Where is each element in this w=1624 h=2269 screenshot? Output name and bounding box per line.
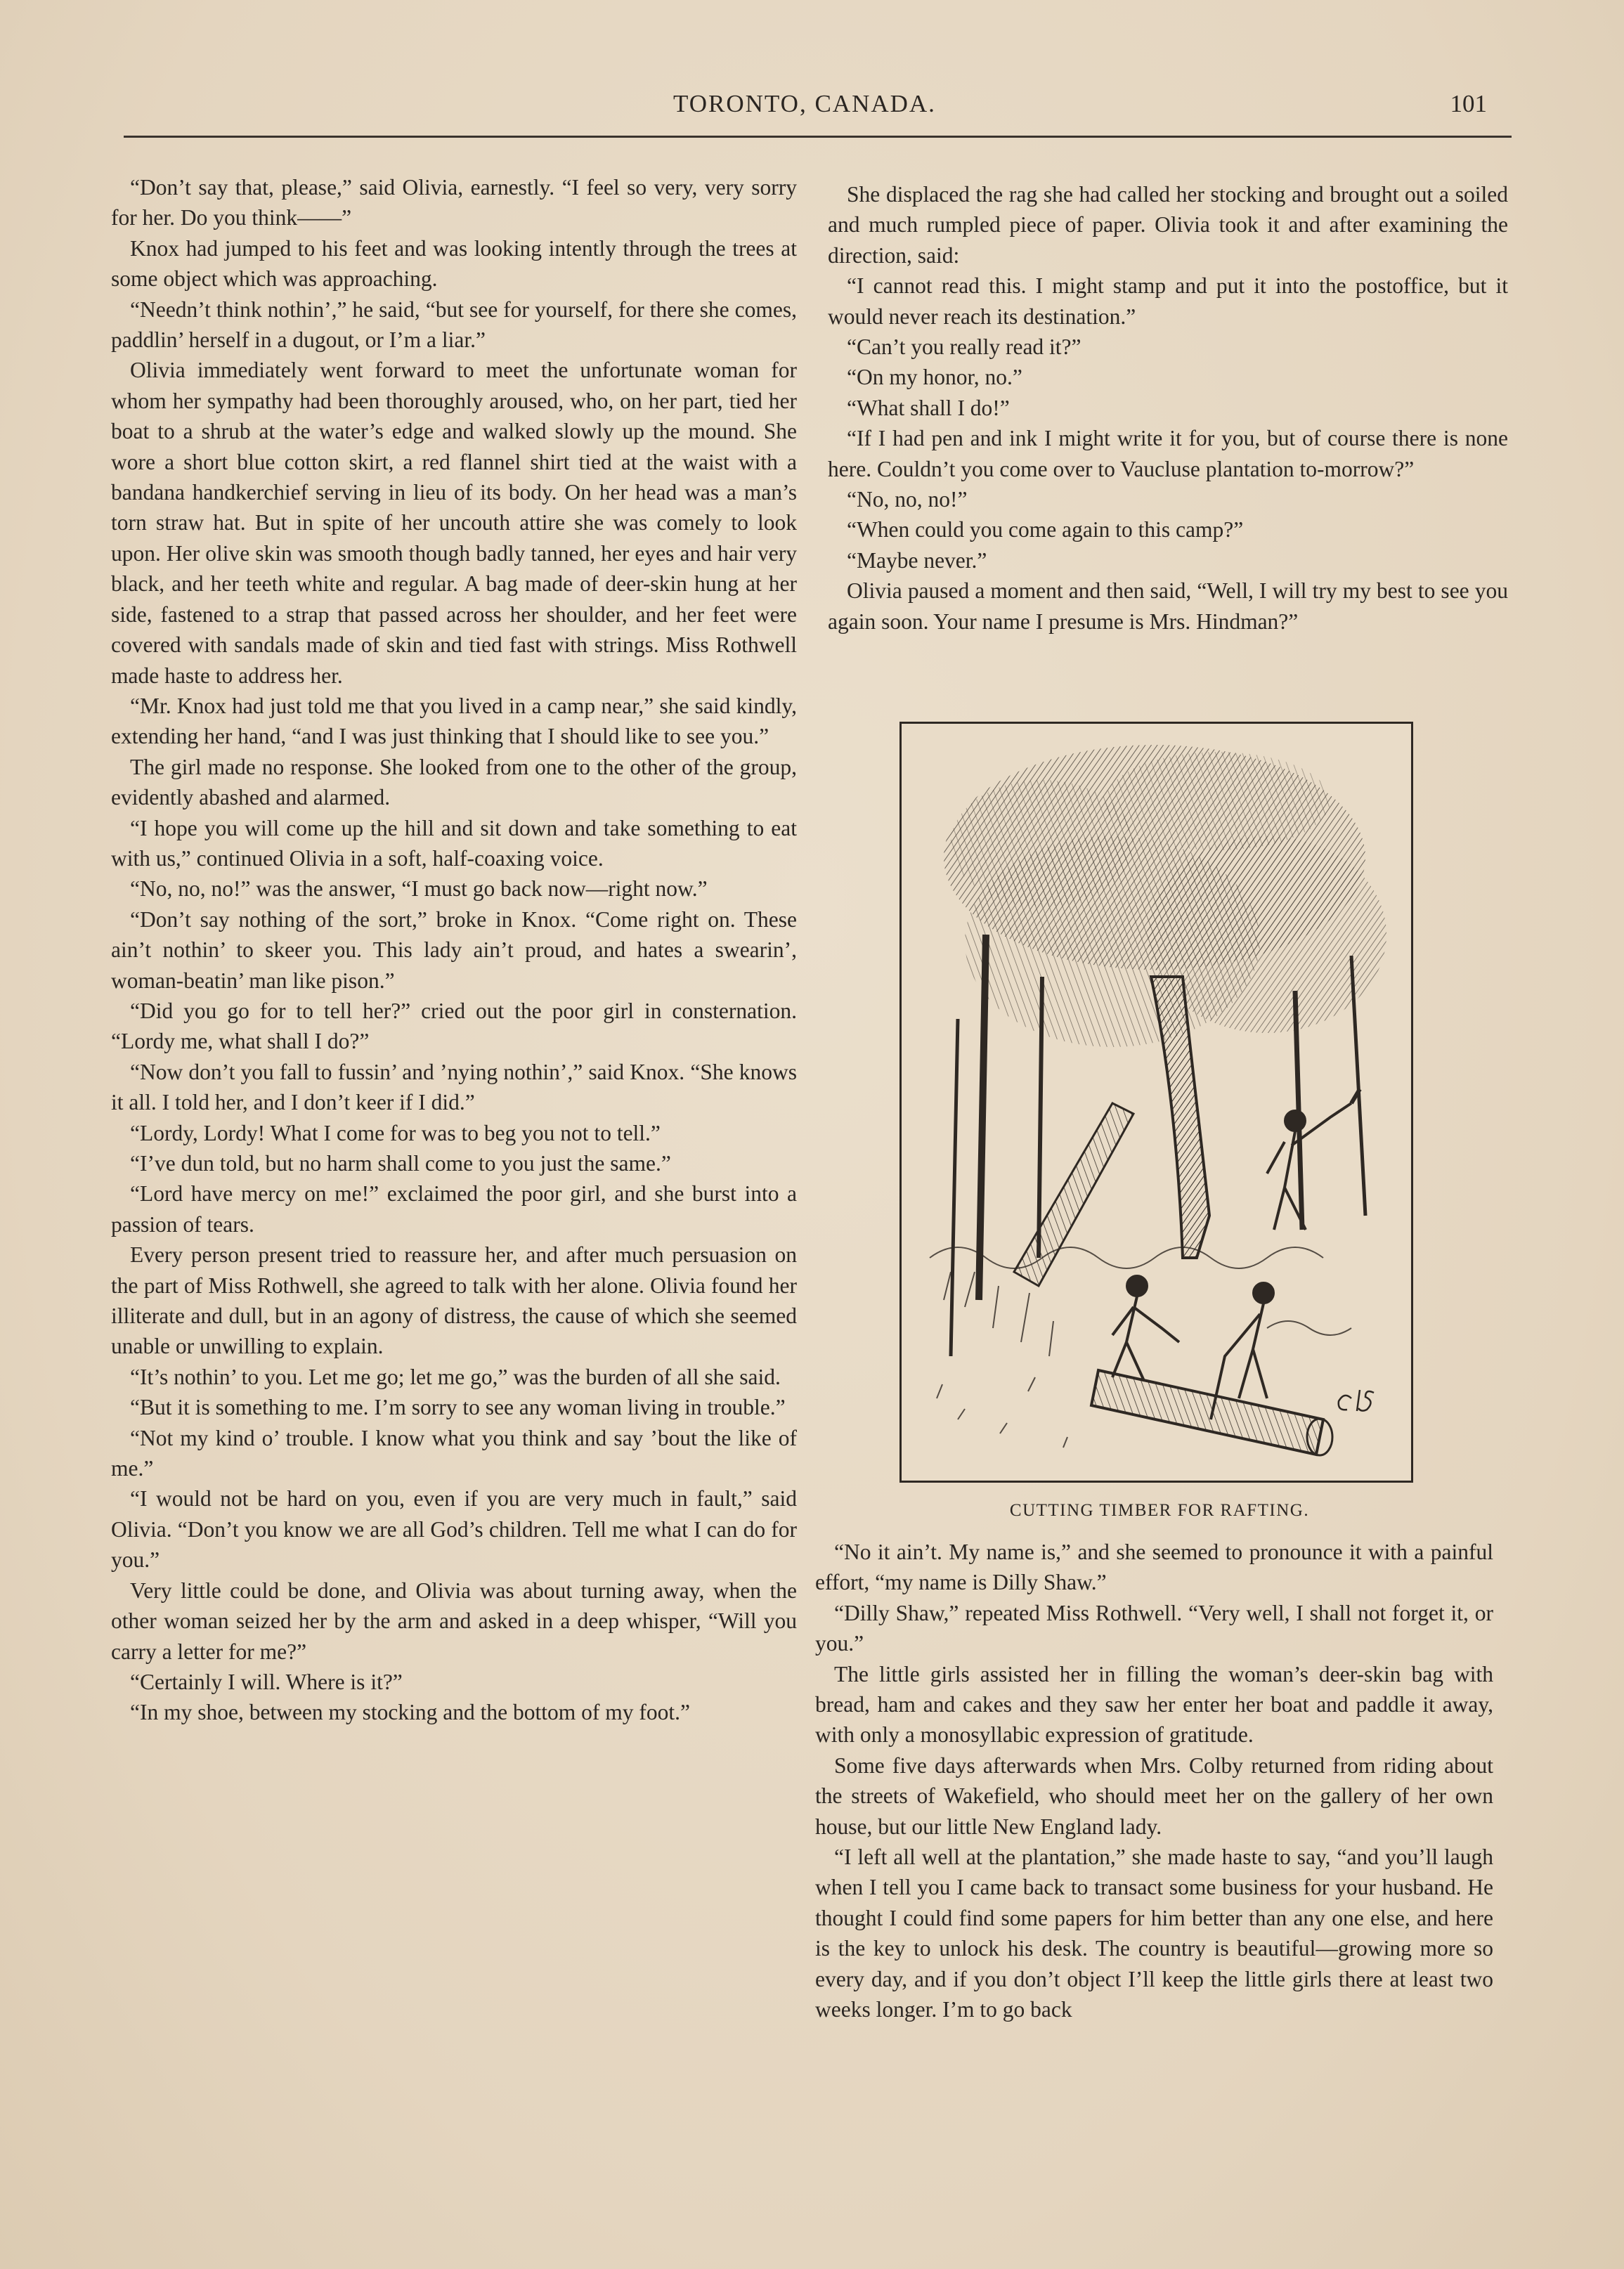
paragraph: “I would not be hard on you, even if you are very much in fault,” said Olivia. “Don’t you know we are all God’s children. Tell me what I can do for you.” xyxy=(111,1486,797,1573)
header-title: TORONTO, CANADA. xyxy=(673,90,936,117)
paragraph: “But it is something to me. I’m sorry to see any woman living in trouble.” xyxy=(130,1395,786,1420)
falling-log xyxy=(1014,1103,1133,1286)
paragraph: “Lord have mercy on me!” exclaimed the poor girl, and she burst into a passion of tears. xyxy=(111,1181,797,1237)
paragraph: “In my shoe, between my stocking and the bottom of my foot.” xyxy=(130,1700,690,1725)
paragraph: The girl made no response. She looked from one to the other of the group, evidently abashed and alarmed. xyxy=(111,754,797,810)
woodsman-figure-left xyxy=(1112,1276,1179,1381)
paragraph: “I cannot read this. I might stamp and put it into the postoffice, but it would never reach its destination.” xyxy=(828,273,1508,329)
paragraph: Some five days afterwards when Mrs. Colby returned from riding about the streets of Wakefield, who should meet her on the gallery of her own house, but our little New England lady. xyxy=(815,1753,1493,1839)
paragraph: Very little could be done, and Olivia was about turning away, when the other woman seized her by the arm and asked in a deep whisper, “Will you carry a letter for me?” xyxy=(111,1578,797,1664)
paragraph: “Not my kind o’ trouble. I know what you think and say ’bout the like of me.” xyxy=(111,1425,797,1481)
paragraph: “When could you come again to this camp?” xyxy=(847,517,1244,542)
paragraph: “Did you go for to tell her?” cried out the poor girl in consternation. “Lordy me, what shall I do?” xyxy=(111,998,797,1054)
right-column-bottom xyxy=(815,1537,1493,2025)
paragraph: “I’ve dun told, but no harm shall come to you just the same.” xyxy=(130,1151,671,1176)
wood-chips xyxy=(937,1377,1067,1448)
paragraph: “Dilly Shaw,” repeated Miss Rothwell. “Very well, I shall not forget it, or you.” xyxy=(815,1600,1493,1656)
left-column xyxy=(111,172,797,1728)
lumberjacks-engraving xyxy=(902,724,1411,1481)
paragraph: “It’s nothin’ to you. Let me go; let me go,” was the burden of all she said. xyxy=(130,1364,781,1389)
paragraph: Every person present tried to reassure her, and after much persuasion on the part of Miss Rothwell, she agreed to talk with her alone. Olivia found her illiterate and dull, but in an agony of distress, the cause of which she seemed unable or unwilling to explain. xyxy=(111,1242,797,1359)
right-column-top xyxy=(828,179,1508,637)
paragraph: “Don’t say that, please,” said Olivia, earnestly. “I feel so very, very sorry for her. Do you think——” xyxy=(111,175,797,230)
woodsman-figure-right xyxy=(1267,1089,1360,1230)
paragraph: “On my honor, no.” xyxy=(847,365,1022,390)
foreground-log xyxy=(1091,1370,1332,1455)
header-rule xyxy=(124,136,1512,138)
paragraph: “I left all well at the plantation,” she made haste to say, “and you’ll laugh when I tell you I came back to transact some business for your husband. He thought I could find some papers for him better than any one else, and here is the key to unlock his desk. The country is beautiful—growing more so every day, and if you don’t object I’ll keep the little girls there at least two weeks longer. I’m to go back xyxy=(815,1845,1493,2022)
paragraph: “Don’t say nothing of the sort,” broke in Knox. “Come right on. These ain’t nothin’ to skeer you. This lady ain’t proud, and hates a swearin’, woman-beatin’ man like pison.” xyxy=(111,906,797,993)
paragraph: The little girls assisted her in filling the woman’s deer-skin bag with bread, ham and cakes and they saw her enter her boat and paddle it away, with only a monosyllabic expression of gratitude. xyxy=(815,1661,1493,1748)
page-number: 101 xyxy=(1450,90,1487,117)
paragraph: “Certainly I will. Where is it?” xyxy=(130,1669,403,1694)
artist-signature xyxy=(1339,1390,1374,1411)
paragraph: “What shall I do!” xyxy=(847,395,1010,420)
paragraph: “No it ain’t. My name is,” and she seemed to pronounce it with a painful effort, “my name is Dilly Shaw.” xyxy=(815,1540,1493,1595)
paragraph: “Now don’t you fall to fussin’ and ’nying nothin’,” said Knox. “She knows it all. I told her, and I don’t keer if I did.” xyxy=(111,1059,797,1115)
paragraph: “I hope you will come up the hill and sit down and take something to eat with us,” continued Olivia in a soft, half-coaxing voice. xyxy=(111,815,797,871)
paragraph: She displaced the rag she had called her stocking and brought out a soiled and much rumpled piece of paper. Olivia took it and after examining the direction, said: xyxy=(828,182,1508,268)
paragraph: Olivia paused a moment and then said, “Well, I will try my best to see you again soon. Your name I presume is Mrs. Hindman?” xyxy=(828,578,1508,634)
paragraph: “Lordy, Lordy! What I come for was to beg you not to tell.” xyxy=(130,1120,661,1145)
paragraph: “Can’t you really read it?” xyxy=(847,334,1081,360)
running-header xyxy=(124,90,1508,132)
paragraph: Knox had jumped to his feet and was looking intently through the trees at some object which was approaching. xyxy=(111,235,797,292)
paragraph: Olivia immediately went forward to meet the unfortunate woman for whom her sympathy had been thoroughly aroused, who, on her part, tied her boat to a shrub at the water’s edge and walked slowly up the mound. She wore a short blue cotton skirt, a red flannel shirt tied at the waist with a bandana handkerchief serving in lieu of its body. On her head was a man’s torn straw hat. But in spite of her uncouth attire she was comely to look upon. Her olive skin was smooth though badly tanned, her eyes and hair very black, and her teeth white and regular. A bag made of deer-skin hung at her side, fastened to a strap that passed across her shoulder, and her feet were covered with sandals made of skin and tied fast with strings. Miss Rothwell made haste to address her. xyxy=(111,358,797,688)
paragraph: “Maybe never.” xyxy=(847,547,987,573)
paragraph: “Mr. Knox had just told me that you lived in a camp near,” she said kindly, extending her hand, “and I was just thinking that I should like to see you.” xyxy=(111,693,797,749)
engraving-illustration xyxy=(899,722,1415,1484)
illustration-frame xyxy=(899,722,1413,1483)
paragraph: “Needn’t think nothin’,” he said, “but see for yourself, for there she comes, paddlin’ herself in a dugout, or I’m a liar.” xyxy=(111,297,797,353)
paragraph: “No, no, no!” xyxy=(847,487,968,512)
paragraph: “If I had pen and ink I might write it for you, but of course there is none here. Couldn’t you come over to Vaucluse plantation to-morrow?” xyxy=(828,426,1508,481)
illustration-caption: CUTTING TIMBER FOR RAFTING. xyxy=(1009,1501,1310,1520)
paragraph: “No, no, no!” was the answer, “I must go back now—right now.” xyxy=(130,876,708,902)
undergrowth xyxy=(930,1247,1351,1356)
